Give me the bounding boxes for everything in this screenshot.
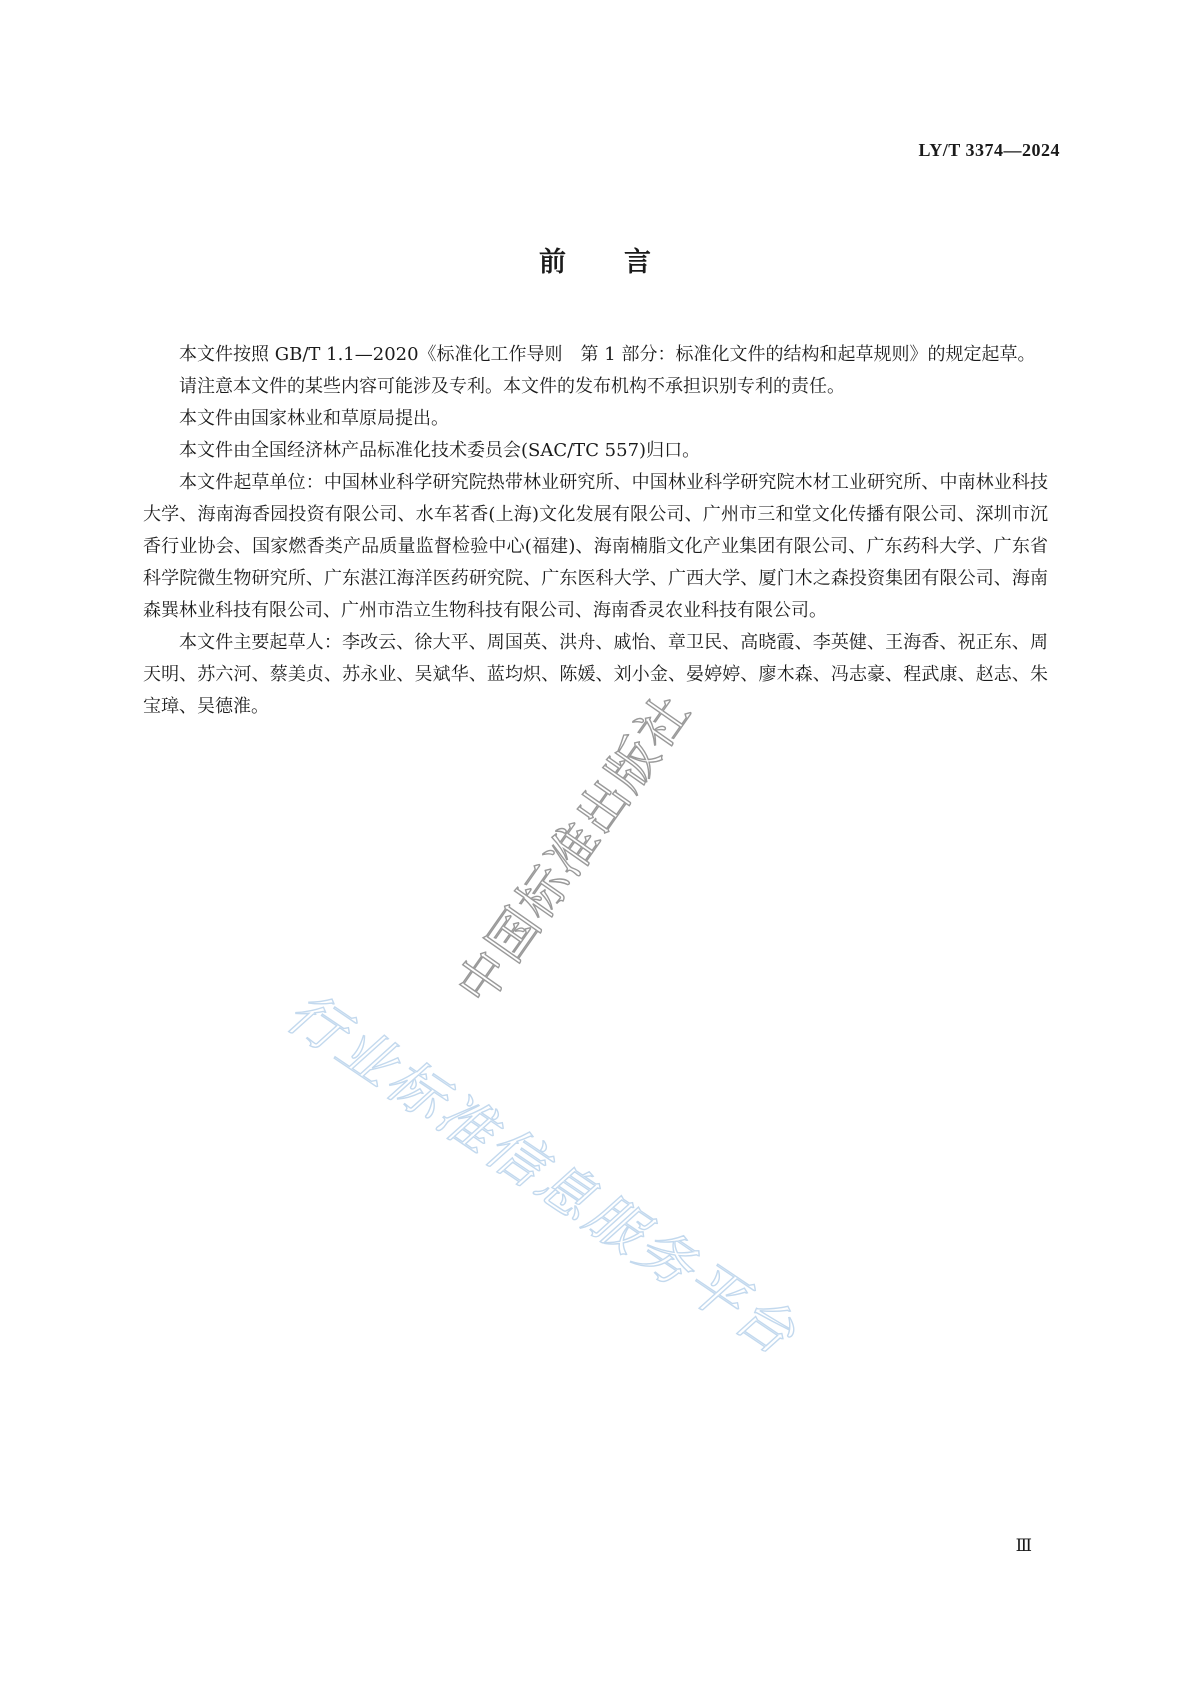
paragraph-drafters: 本文件主要起草人：李改云、徐大平、周国英、洪舟、戚怡、章卫民、高晓霞、李英健、王海香、祝正东、周天明、苏六河、蔡美贞、苏永业、吴斌华、蓝均炽、陈媛、刘小金、晏婷婷、廖木森、冯志豪、程武康、赵志、朱宝璋、吴德淮。 xyxy=(143,632,1048,717)
paragraph-drafting-basis: 本文件按照 GB/T 1.1—2020《标准化工作导则 第 1 部分：标准化文件的结构和起草规则》的规定起草。 xyxy=(179,344,1036,365)
paragraph-patent-notice: 请注意本文件的某些内容可能涉及专利。本文件的发布机构不承担识别专利的责任。 xyxy=(179,376,845,397)
paragraph-committee: 本文件由全国经济林产品标准化技术委员会(SAC/TC 557)归口。 xyxy=(179,440,701,461)
page-number: Ⅲ xyxy=(1015,1536,1032,1555)
platform-watermark: 行业标准信息服务平台 xyxy=(274,979,809,1370)
foreword-body xyxy=(143,339,1048,723)
page-title: 前言 xyxy=(539,247,709,278)
publisher-watermark: 中国标准出版社 xyxy=(446,683,703,1015)
document-code: LY/T 3374—2024 xyxy=(918,140,1060,160)
paragraph-drafting-units: 本文件起草单位：中国林业科学研究院热带林业研究所、中国林业科学研究院木材工业研究所、中南林业科技大学、海南海香园投资有限公司、水车茗香(上海)文化发展有限公司、广州市三和堂文化传播有限公司、深圳市沉香行业协会、国家燃香类产品质量监督检验中心(福建)、海南楠脂文化产业集团有限公司、广东药科大学、广东省科学院微生物研究所、广东湛江海洋医药研究院、广东医科大学、广西大学、厦门木之森投资集团有限公司、海南森巽林业科技有限公司、广州市浩立生物科技有限公司、海南香灵农业科技有限公司。 xyxy=(143,472,1048,621)
paragraph-proposer: 本文件由国家林业和草原局提出。 xyxy=(179,408,449,429)
